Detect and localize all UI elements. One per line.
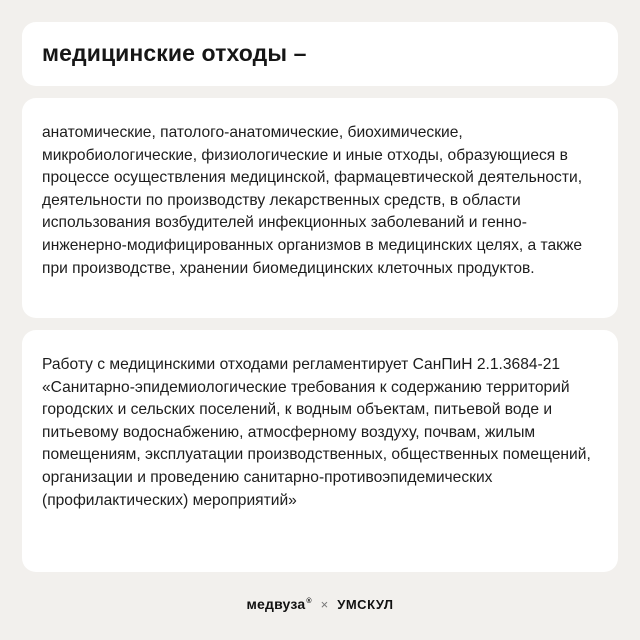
regulation-text: Работу с медицинскими отходами регламентирует СанПиН 2.1.3684-21 «Санитарно-эпидемиологические требования к содержанию территорий городских и сельских поселений, к водным объектам, питьевой воде и питьевому водоснабжению, атмосферному воздуху, почвам, жилым помещениям, эксплуатации производственных, общественных помещений, организации и проведению санитарно-противоэпидемических (профилактических) мероприятий» (42, 356, 591, 509)
title-card (22, 22, 618, 86)
footer-logos (0, 592, 640, 616)
medvuza-logo-text: медвуза (246, 596, 306, 612)
page-title: медицинские отходы – (42, 40, 307, 66)
registered-mark: ® (306, 598, 312, 606)
collaboration-cross: × (320, 596, 329, 612)
regulation-card (22, 330, 618, 572)
definition-card (22, 98, 618, 318)
umskul-logo: УМСКУЛ (337, 596, 394, 612)
definition-text: анатомические, патолого-анатомические, биохимические, микробиологические, физиологические и иные отходы, образующиеся в процессе осуществления медицинской, фармацевтической деятельности, деятельности по производству лекарственных средств, в области использования возбудителей инфекционных заболеваний и генно-инженерно-модифицированных организмов в медицинских целях, а также при производстве, хранении биомедицинских клеточных продуктов. (42, 124, 583, 277)
medvuza-logo (246, 596, 311, 612)
